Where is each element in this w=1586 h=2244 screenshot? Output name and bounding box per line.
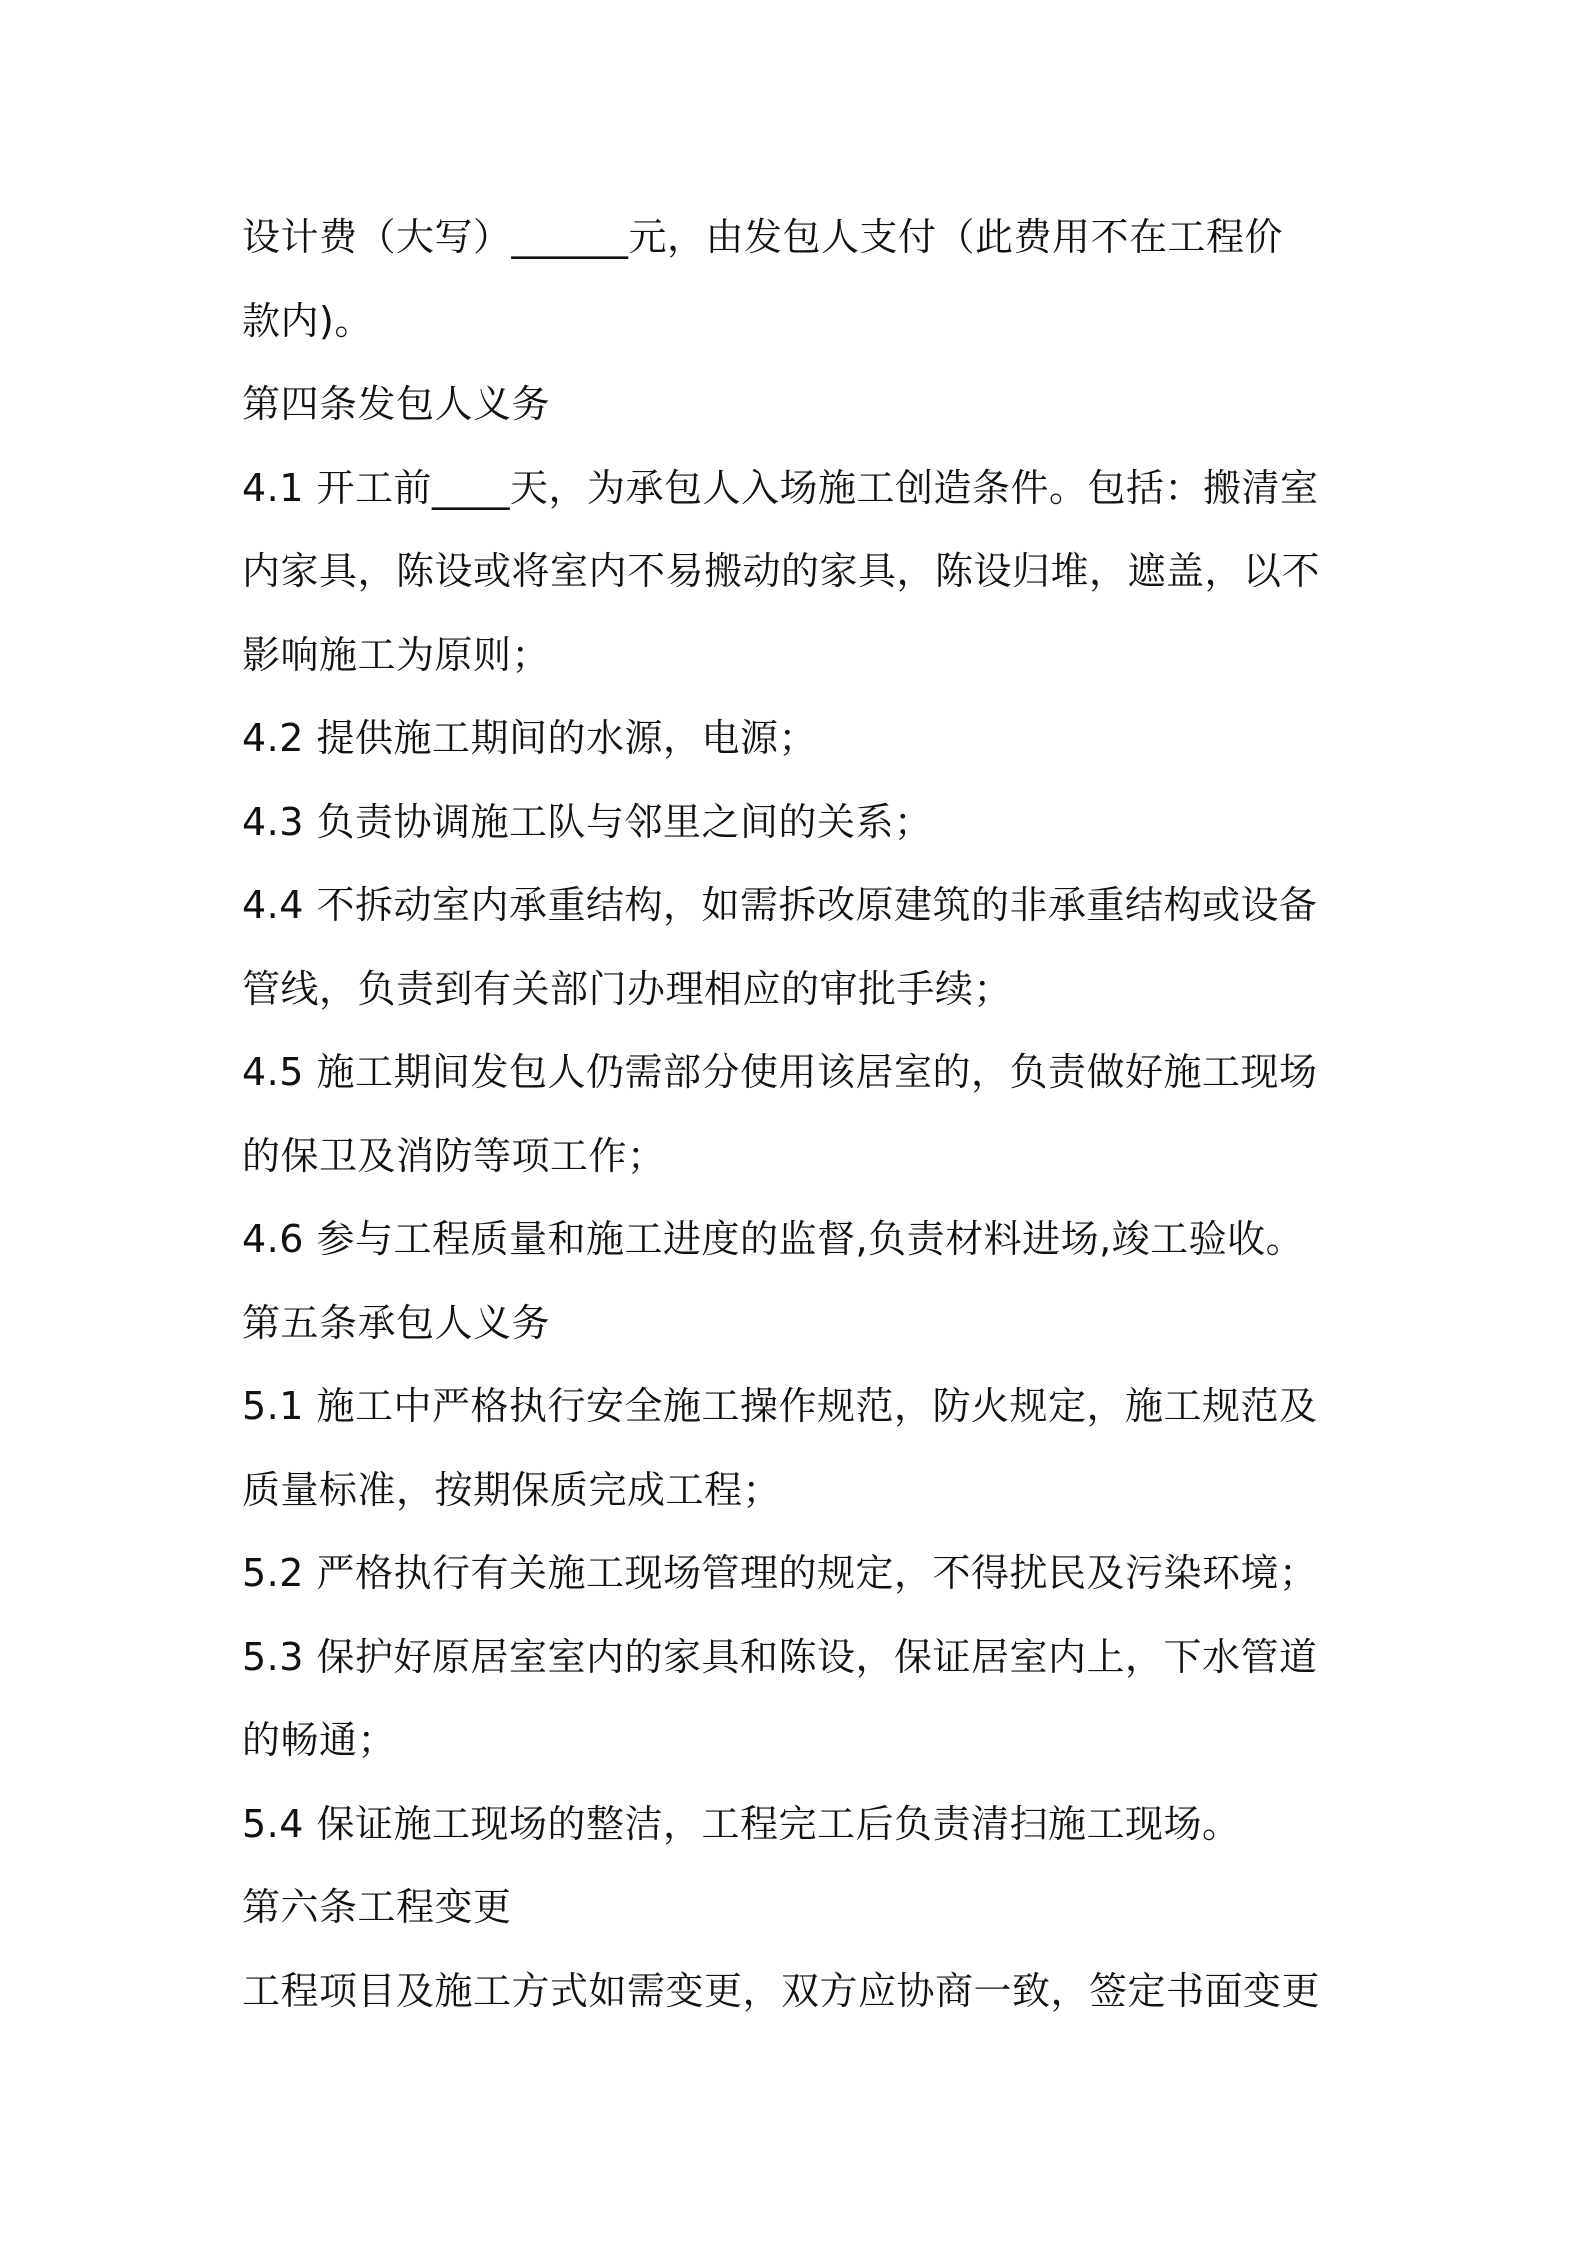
clause-4-5-cont: 的保卫及消防等项工作； <box>242 1133 666 1178</box>
clause-5-4: 5.4 保证施工现场的整洁，工程完工后负责清扫施工现场。 <box>242 1801 1241 1846</box>
clause-5-1-cont: 质量标准，按期保质完成工程； <box>242 1467 782 1512</box>
clause-5-2: 5.2 严格执行有关施工现场管理的规定，不得扰民及污染环境； <box>242 1551 1318 1595</box>
clause-4-5: 4.5 施工期间发包人仍需部分使用该居室的，负责做好施工现场 <box>242 1050 1318 1094</box>
text-line-design-fee: 设计费（大写）______元，由发包人支付（此费用不在工程价 <box>242 215 1284 259</box>
text-line-project-change: 工程项目及施工方式如需变更，双方应协商一致，签定书面变更 <box>242 1968 1321 2013</box>
document-body <box>242 196 1362 2033</box>
section-heading-article-6: 第六条工程变更 <box>242 1885 512 1929</box>
clause-4-1-cont-1: 内家具，陈设或将室内不易搬动的家具，陈设归堆，遮盖，以不 <box>242 549 1321 593</box>
text-line-design-fee-cont: 款内)。 <box>242 298 373 343</box>
section-heading-article-4: 第四条发包人义务 <box>242 382 551 426</box>
clause-4-1: 4.1 开工前____天，为承包人入场施工创造条件。包括：搬清室 <box>242 465 1319 510</box>
clause-4-4-cont: 管线，负责到有关部门办理相应的审批手续； <box>242 966 1013 1011</box>
clause-5-3-cont: 的畅通； <box>242 1718 397 1762</box>
section-heading-article-5: 第五条承包人义务 <box>242 1300 551 1345</box>
clause-5-1: 5.1 施工中严格执行安全施工操作规范，防火规定，施工规范及 <box>242 1384 1318 1428</box>
clause-5-3: 5.3 保护好原居室室内的家具和陈设，保证居室内上，下水管道 <box>242 1634 1318 1679</box>
clause-4-1-cont-2: 影响施工为原则； <box>242 632 551 677</box>
clause-4-6: 4.6 参与工程质量和施工进度的监督,负责材料进场,竣工验收。 <box>242 1217 1305 1261</box>
clause-4-4: 4.4 不拆动室内承重结构，如需拆改原建筑的非承重结构或设备 <box>242 883 1318 927</box>
clause-4-3: 4.3 负责协调施工队与邻里之间的关系； <box>242 799 933 844</box>
clause-4-2: 4.2 提供施工期间的水源，电源； <box>242 716 818 760</box>
